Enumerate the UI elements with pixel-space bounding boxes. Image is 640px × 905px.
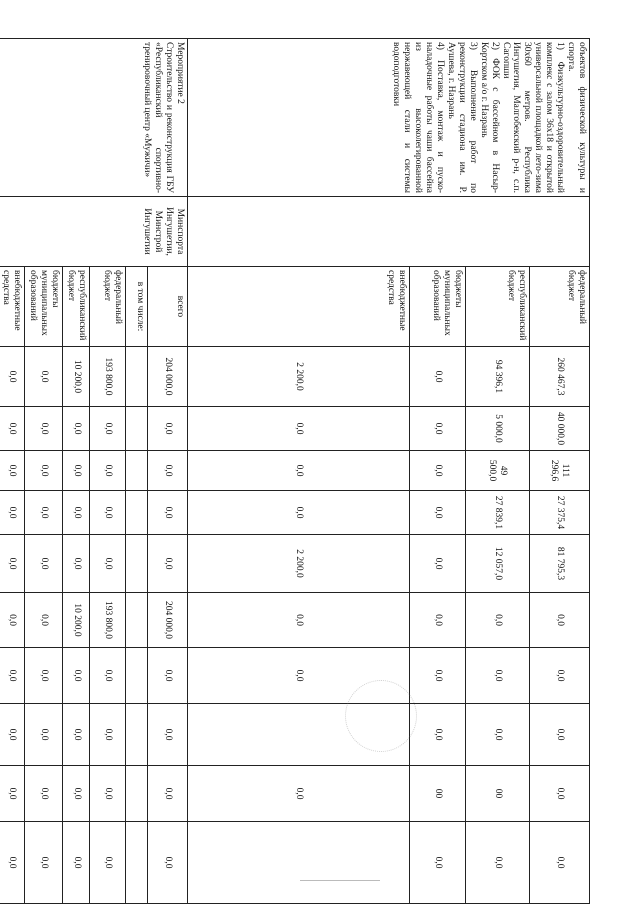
amount-cell: 0,0 <box>148 491 188 535</box>
amount-cell <box>126 822 148 904</box>
block2-row <box>148 39 188 904</box>
amount-cell: 0,0 <box>0 347 25 407</box>
amount-cell: 94 396,1 <box>466 347 530 407</box>
amount-cell: 0,0 <box>90 704 126 766</box>
amount-cell: 12 057,0 <box>466 535 530 593</box>
amount-cell: 193 800,0 <box>90 593 126 648</box>
footer-rule <box>300 880 380 881</box>
amount-cell: 0,0 <box>0 704 25 766</box>
amount-cell: 0,0 <box>148 407 188 451</box>
rotated-document-page <box>1 38 590 903</box>
amount-cell <box>126 704 148 766</box>
amount-cell: 2 200,0 <box>188 347 410 407</box>
funding-source-label: внебюджетные средства <box>0 267 25 347</box>
amount-cell: 0,0 <box>410 491 466 535</box>
block2-responsible: Минспорта Ингушетии, Минстрой Ингушетии <box>0 197 188 267</box>
amount-cell: 0,0 <box>63 491 90 535</box>
amount-cell: 0,0 <box>410 822 466 904</box>
amount-cell: 0,0 <box>148 451 188 491</box>
amount-cell: 0,0 <box>0 491 25 535</box>
amount-cell: 0,0 <box>148 766 188 822</box>
amount-cell: 0,0 <box>25 535 63 593</box>
block1-row <box>530 39 590 904</box>
amount-cell: 193 800,0 <box>90 347 126 407</box>
amount-cell: 0,0 <box>148 648 188 704</box>
funding-source-label: республиканский бюджет <box>466 267 530 347</box>
funding-source-label: республиканский бюджет <box>63 267 90 347</box>
funding-source-label: бюджеты муниципальных образований <box>25 267 63 347</box>
amount-cell: 0,0 <box>25 648 63 704</box>
amount-cell: 0,0 <box>63 451 90 491</box>
amount-cell: 0,0 <box>0 822 25 904</box>
amount-cell: 0,0 <box>0 648 25 704</box>
amount-cell: 0,0 <box>0 451 25 491</box>
amount-cell <box>126 593 148 648</box>
amount-cell: 0,0 <box>148 535 188 593</box>
amount-cell: 0,0 <box>188 451 410 491</box>
amount-cell: 0,0 <box>90 822 126 904</box>
funding-source-label: федеральный бюджет <box>530 267 590 347</box>
funding-table-body <box>0 39 590 904</box>
amount-cell: 0,0 <box>25 593 63 648</box>
amount-cell: 0,0 <box>63 766 90 822</box>
amount-cell: 0,0 <box>466 648 530 704</box>
amount-cell: 27 375,4 <box>530 491 590 535</box>
amount-cell: 0,0 <box>148 704 188 766</box>
amount-cell: 0,0 <box>63 535 90 593</box>
amount-cell: 0,0 <box>90 766 126 822</box>
amount-cell <box>126 766 148 822</box>
amount-cell <box>188 822 410 904</box>
amount-cell: 0,0 <box>0 407 25 451</box>
amount-cell: 0,0 <box>90 491 126 535</box>
amount-cell <box>126 407 148 451</box>
amount-cell: 0,0 <box>530 704 590 766</box>
amount-cell: 81 795,3 <box>530 535 590 593</box>
amount-cell: 0,0 <box>530 648 590 704</box>
amount-cell: 0,0 <box>25 407 63 451</box>
amount-cell: 204 000,0 <box>148 347 188 407</box>
amount-cell: 0,0 <box>25 347 63 407</box>
amount-cell: 260 467,3 <box>530 347 590 407</box>
amount-cell: 0,0 <box>466 704 530 766</box>
amount-cell: 0,0 <box>530 766 590 822</box>
amount-cell: 0,0 <box>90 535 126 593</box>
amount-cell: 0,0 <box>466 822 530 904</box>
block2-description: Мероприятие 2 Строительство и реконструкция ГБУ «Республиканский спортивно-тренировочный центр «Мужичи» <box>0 39 188 197</box>
amount-cell: 0,0 <box>466 593 530 648</box>
amount-cell: 2 200,0 <box>188 535 410 593</box>
amount-cell: 0,0 <box>410 347 466 407</box>
amount-cell: 0,0 <box>188 593 410 648</box>
amount-cell: 0,0 <box>188 766 410 822</box>
amount-cell: 0,0 <box>410 648 466 704</box>
amount-cell: 0,0 <box>25 822 63 904</box>
funding-source-label: всего <box>148 267 188 347</box>
amount-cell: 0,0 <box>530 593 590 648</box>
amount-cell: 0,0 <box>410 593 466 648</box>
block1-description: объектов физической культуры и спорта. 1) Физкультурно-оздоровительный комплекс с залом 36х18 и открытой универсальной площадкой лето-зима 30х60 метров. Республика Ингушетия, Малгобекский р-н, с.п. Сагопши 2) ФОК с бассейном в Насыр-Кортском а/о г. Назрань 3) Выполнение работ по реконструкции стадиона им. Р. Аушева, г. Назрань 4) Поставка, монтаж и пуско-наладочные работы чаши бассейна из высоколегированной нержавеющей стали и системы водоподготовки <box>188 39 590 197</box>
amount-cell: 0,0 <box>410 451 466 491</box>
amount-cell: 49 500,0 <box>466 451 530 491</box>
amount-cell: 0,0 <box>530 822 590 904</box>
amount-cell: 0,0 <box>25 704 63 766</box>
amount-cell: 0,0 <box>90 648 126 704</box>
amount-cell: 10 200,0 <box>63 593 90 648</box>
amount-cell <box>126 535 148 593</box>
faint-stamp-mark <box>345 680 417 752</box>
funding-source-label: федеральный бюджет <box>90 267 126 347</box>
amount-cell: 0,0 <box>410 704 466 766</box>
amount-cell: 0,0 <box>188 491 410 535</box>
funding-source-label: в том числе: <box>126 267 148 347</box>
amount-cell: 0,0 <box>0 593 25 648</box>
amount-cell: 0,0 <box>25 766 63 822</box>
amount-cell <box>126 491 148 535</box>
funding-table <box>0 38 590 904</box>
amount-cell: 0,0 <box>63 704 90 766</box>
amount-cell: 0,0 <box>188 648 410 704</box>
amount-cell: 0,0 <box>63 407 90 451</box>
amount-cell: 0,0 <box>25 451 63 491</box>
amount-cell <box>126 648 148 704</box>
amount-cell <box>126 347 148 407</box>
amount-cell <box>126 451 148 491</box>
amount-cell: 0,0 <box>410 535 466 593</box>
amount-cell: 00 <box>466 766 530 822</box>
funding-source-label: бюджеты муниципальных образований <box>410 267 466 347</box>
amount-cell: 0,0 <box>90 451 126 491</box>
amount-cell: 27 839,1 <box>466 491 530 535</box>
funding-source-label: внебюджетные средства <box>188 267 410 347</box>
amount-cell: 0,0 <box>0 766 25 822</box>
amount-cell: 5 000,0 <box>466 407 530 451</box>
amount-cell: 0,0 <box>63 822 90 904</box>
amount-cell: 0,0 <box>188 407 410 451</box>
amount-cell: 0,0 <box>25 491 63 535</box>
amount-cell: 0,0 <box>90 407 126 451</box>
amount-cell: 0,0 <box>410 407 466 451</box>
amount-cell: 0,0 <box>63 648 90 704</box>
amount-cell: 111 296,6 <box>530 451 590 491</box>
amount-cell: 0,0 <box>148 822 188 904</box>
amount-cell: 40 000,0 <box>530 407 590 451</box>
amount-cell: 10 200,0 <box>63 347 90 407</box>
amount-cell: 00 <box>410 766 466 822</box>
amount-cell: 0,0 <box>0 535 25 593</box>
amount-cell: 204 000,0 <box>148 593 188 648</box>
block1-responsible <box>188 197 590 267</box>
